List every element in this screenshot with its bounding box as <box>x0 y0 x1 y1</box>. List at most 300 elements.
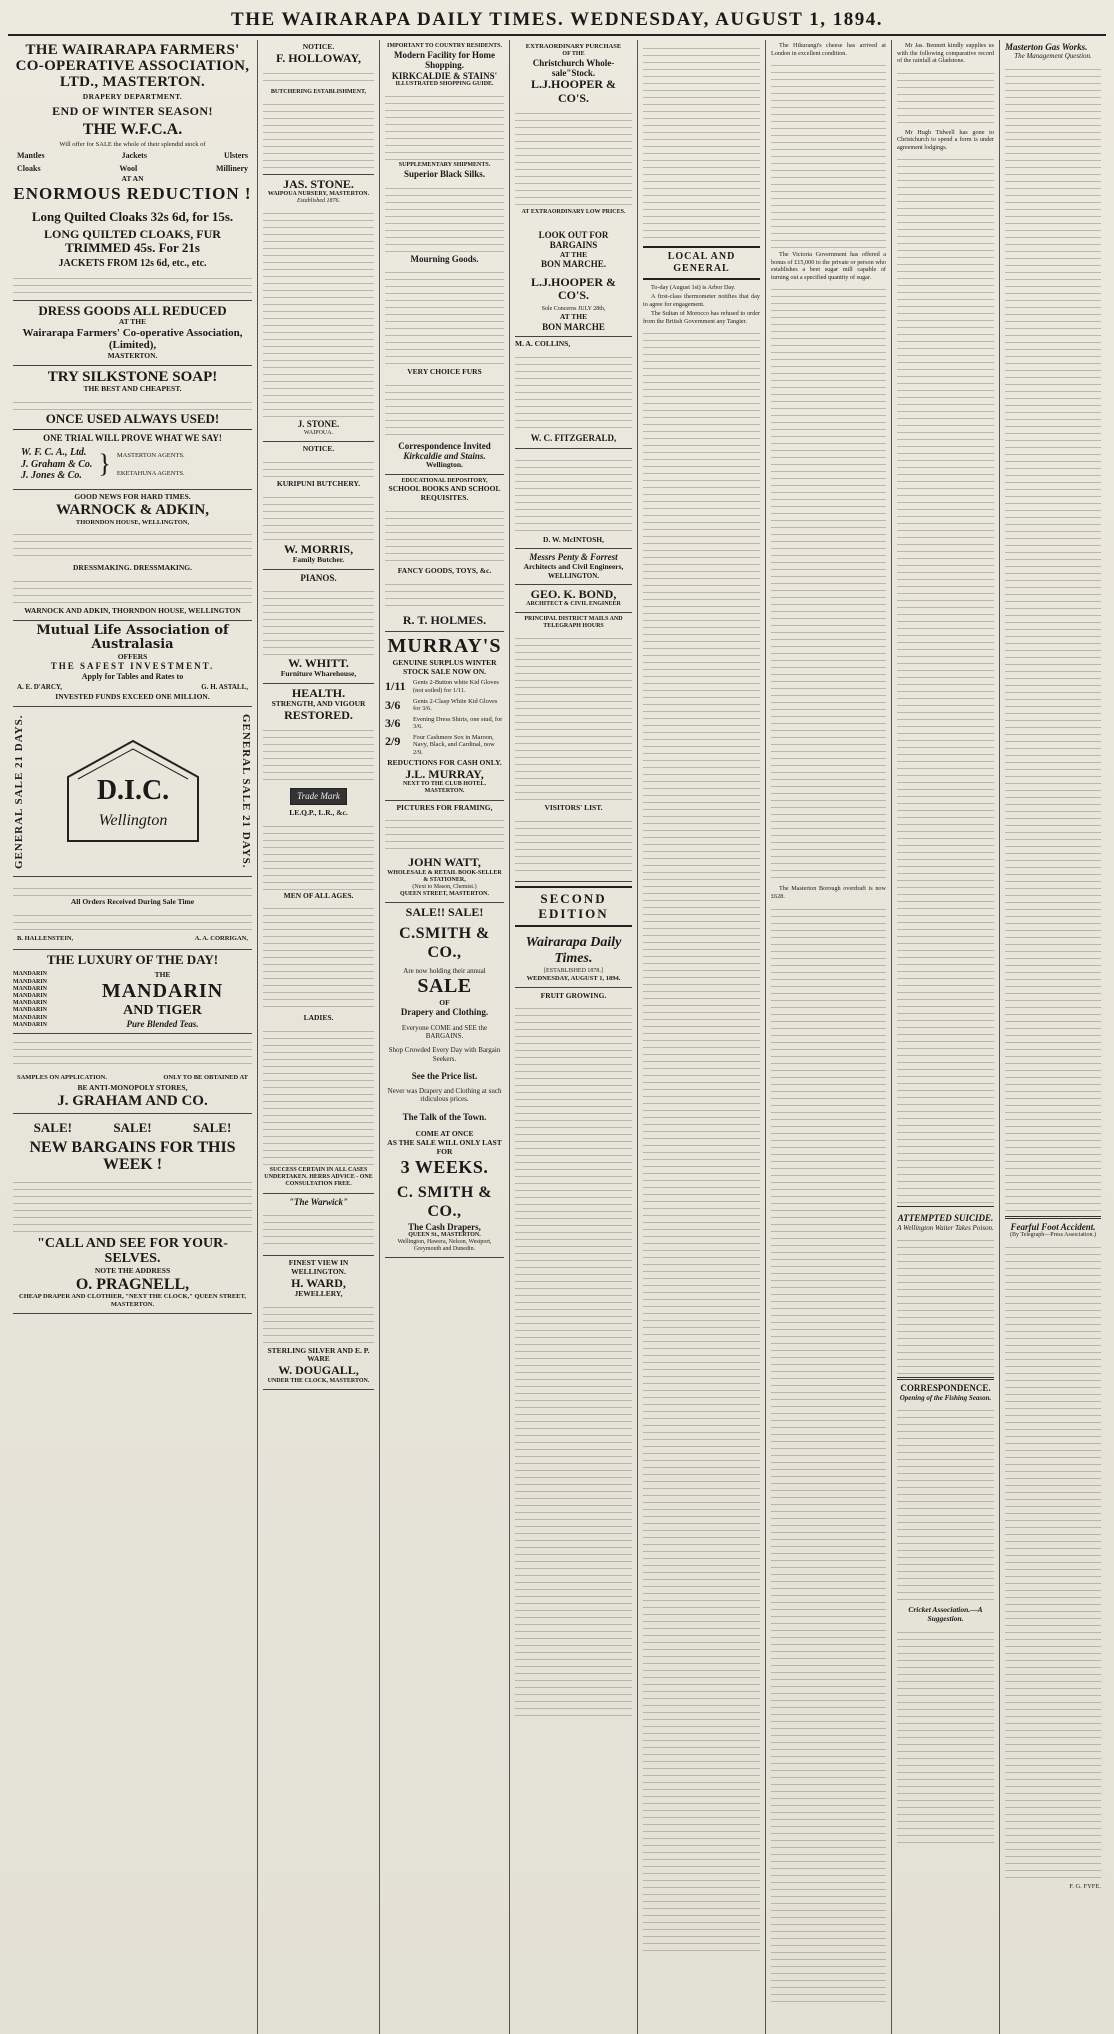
column-5 <box>638 40 766 2034</box>
price-desc: Gents 2-Clasp White Kid Gloves for 3/6. <box>413 697 498 713</box>
black-silks: Superior Black Silks. <box>403 169 486 180</box>
mourning: Mourning Goods. <box>410 253 479 264</box>
cash-drapers: The Cash Drapers, <box>408 1221 481 1232</box>
pictures: PICTURES FOR FRAMING, <box>396 802 493 812</box>
safest: THE SAFEST INVESTMENT. <box>50 661 215 672</box>
butchering: BUTCHERING ESTABLISHMENT, <box>270 89 367 96</box>
dougall: W. DOUGALL, <box>278 1363 359 1378</box>
jackets-price: JACKETS FROM 12s 6d, etc., etc. <box>58 258 207 270</box>
signature: F. G. FYFE. <box>1069 1883 1101 1891</box>
silkstone-title: TRY SILKSTONE SOAP! <box>47 368 218 385</box>
mandarin-ad <box>13 950 252 1115</box>
col6-para-2: The Victoria Government has offered a bonus of £15,000 to the private or person who establishes a beet sugar mill capable of turning out a specified quantity of sugar. <box>771 251 886 281</box>
invested-funds: INVESTED FUNDS EXCEED ONE MILLION. <box>55 692 210 702</box>
price-desc: Gents 2-Button white Kid Gloves (not soiled) for 1/11. <box>413 679 499 694</box>
col6-para-3: The Masterton Borough overdraft is now £628. <box>771 885 886 900</box>
mandarin-list-item: MANDARIN <box>13 985 47 992</box>
men-body <box>263 902 374 1012</box>
offers: OFFERS <box>117 651 148 661</box>
next-mason: (Next to Mason, Chemist.) <box>412 883 477 890</box>
at-the-2: AT THE <box>559 312 588 322</box>
local-para-1: To-day (August 1st) is Arbor Day. <box>651 283 736 291</box>
kuripuni-body-2 <box>263 491 374 541</box>
warwick-body <box>263 1209 374 1249</box>
hooper-body <box>515 107 632 207</box>
established: Established 1876. <box>297 198 340 205</box>
local-para-2: A first-class thermometer notifies that day to agree for engagement. <box>643 293 760 308</box>
local-general: LOCAL AND GENERAL <box>643 246 760 280</box>
local-para-3: The Sultan of Morocco has refused to order from the British Government any Tangier. <box>643 310 760 325</box>
management-question: The Management Question. <box>1014 52 1092 61</box>
mandarin-list <box>13 971 73 1029</box>
whitt: W. WHITT. <box>288 655 349 670</box>
kirkcaldie-body <box>385 90 504 160</box>
holloway-body <box>263 67 374 87</box>
correspondence: CORRESPONDENCE. <box>900 1383 991 1394</box>
talk-of-town: The Talk of the Town. <box>402 1111 487 1122</box>
wellington: Wellington. <box>426 460 463 470</box>
wfca: THE W.F.C.A. <box>82 121 183 139</box>
fearful-accident: Fearful Foot Accident. <box>1010 1221 1096 1232</box>
are-now: Are now holding their annual <box>403 966 486 975</box>
the-label: THE <box>154 970 171 980</box>
masterton-label: MASTERTON. <box>107 351 158 360</box>
col6-para-1: The Hikurangi's cheese has arrived at London in excellent condition. <box>771 42 886 57</box>
mails-ad <box>515 613 632 882</box>
kirkcaldie: KIRKCALDIE & STAINS' <box>391 70 498 81</box>
bond: GEO. K. BOND, <box>530 586 617 601</box>
warnock-ad <box>13 490 252 621</box>
dic-logo <box>58 737 208 847</box>
fruit-body <box>515 1002 632 1722</box>
orders-received: All Orders Received During Sale Time <box>70 897 195 907</box>
holmes-ad <box>385 475 504 632</box>
visitors-body <box>515 815 632 875</box>
architects-wellington: WELLINGTON. <box>547 571 600 580</box>
sale-sale: SALE!! SALE! <box>405 904 484 919</box>
fancy-body <box>385 578 504 612</box>
goods-cloaks: Cloaks <box>17 163 41 173</box>
illustrated: ILLUSTRATED SHOPPING GUIDE. <box>395 81 494 88</box>
column-1 <box>8 40 258 2034</box>
silkstone-ad <box>13 366 252 490</box>
wholesale: WHOLESALE & RETAIL BOOK-SELLER & STATIONER, <box>387 869 502 883</box>
divider <box>1005 1216 1101 1219</box>
general-sale-left <box>13 707 41 876</box>
column-6 <box>766 40 892 2034</box>
general-sale-label-right: GENERAL SALE <box>240 714 252 812</box>
morris: W. MORRIS, <box>283 541 354 556</box>
mandarin-list-item: MANDARIN <box>13 1014 47 1021</box>
important: IMPORTANT TO COUNTRY RESIDENTS. <box>387 43 502 49</box>
health-ad <box>263 684 374 1194</box>
agent-names <box>21 447 92 482</box>
col7-body-2 <box>897 153 994 1203</box>
crocus: VERY CHOICE FURS <box>407 366 482 376</box>
smith-ad <box>385 903 504 1258</box>
column-2 <box>258 40 380 2034</box>
days-label-right: 21 DAYS. <box>240 815 252 869</box>
mutual-life-ad <box>13 621 252 707</box>
samples: SAMPLES ON APPLICATION. <box>17 1074 107 1082</box>
lsqp: LE.Q.P., L.R., &c. <box>289 807 348 817</box>
architects-ad <box>515 549 632 584</box>
price: 1/11 <box>385 679 406 694</box>
stone-sig: J. STONE. <box>297 419 340 430</box>
mcintosh-body <box>515 454 632 534</box>
best-cheapest: THE BEST AND CHEAPEST. <box>83 384 182 394</box>
lsqp-body <box>263 820 374 890</box>
furniture: Furniture Wharehouse, <box>280 669 357 679</box>
cricket: Cricket Association.—A Suggestion. <box>908 1604 983 1623</box>
masthead: THE WAIRARAPA DAILY TIMES. WEDNESDAY, AUGUST 1, 1894. <box>8 6 1106 36</box>
mandarin-list-item: MANDARIN <box>13 978 47 985</box>
apply-tables: Apply for Tables and Rates to <box>81 671 184 681</box>
success: SUCCESS CERTAIN IN ALL CASES UNDERTAKEN. HERRS ADVICE - ONE CONSULTATION FREE. <box>264 1167 373 1188</box>
ladies-body <box>263 1025 374 1165</box>
holloway: F. HOLLOWAY, <box>275 50 362 65</box>
goods-ulsters: Ulsters <box>223 150 248 160</box>
trade-mark-logo: Trade Mark <box>290 788 347 805</box>
silkstone-body <box>13 396 252 410</box>
mandarin-list-item: MANDARIN <box>13 971 47 978</box>
opening-fishing: Opening of the Fishing Season. <box>899 1393 992 1402</box>
silks-body <box>385 182 504 252</box>
hooper-ad <box>515 40 632 337</box>
by-telegraph: (By Telegraph—Press Association.) <box>1010 1231 1096 1238</box>
corrigan: A. A. CORRIGAN, <box>194 935 248 943</box>
masterton-gas: Masterton Gas Works. <box>1005 42 1088 52</box>
enormous-reduction: ENORMOUS REDUCTION ! <box>13 184 252 204</box>
wdt-title: Wairarapa Daily Times. <box>525 934 622 967</box>
warnock-body-2 <box>13 575 252 605</box>
masterton-agents: MASTERTON AGENTS. <box>116 451 185 459</box>
agent-graham: J. Graham & Co. <box>21 458 93 470</box>
everyone: Everyone COME and SEE the BARGAINS. <box>401 1023 488 1041</box>
perry-forrest: Messrs Penty & Forrest <box>529 552 618 563</box>
kuripuni-ad <box>263 442 374 570</box>
thorndon-house: THORNDON HOUSE, WELLINGTON, <box>75 518 190 526</box>
supplement: SUPPLEMENTARY SHIPMENTS. <box>398 162 491 169</box>
pure-blended: Pure Blended Teas. <box>126 1018 199 1029</box>
col5-top-body <box>643 42 760 242</box>
hooper: L.J.HOOPER & CO'S. <box>530 77 616 105</box>
mandarin-list-item: MANDARIN <box>13 1007 47 1014</box>
watt-ad <box>385 801 504 903</box>
price-desc: Four Cashmere Sox in Maroon, Navy, Black, and Cardinal, now 2/9. <box>413 733 495 756</box>
opening-body <box>897 1404 994 1604</box>
farmers-ad <box>13 40 252 301</box>
sale-word: SALE <box>417 975 472 998</box>
waipoua-2: WAIPOUA. <box>303 429 334 436</box>
drapery-dept: DRAPERY DEPARTMENT. <box>82 92 183 102</box>
dic-text: D.I.C. <box>96 774 169 806</box>
mandarin-list-item: MANDARIN <box>13 1021 47 1028</box>
mandarin-list-item: MANDARIN <box>13 993 47 1000</box>
goods-row-2 <box>13 162 252 175</box>
anti-monopoly: BE ANTI-MONOPOLY STORES, <box>77 1083 188 1093</box>
dic-signatures <box>13 933 252 945</box>
never-was: Never was Drapery and Clothing at such ridiculous prices. <box>387 1087 502 1104</box>
cricket-body <box>897 1626 994 1846</box>
john-watt: JOHN WATT, <box>408 855 481 870</box>
pragnell-ad <box>13 1114 252 1313</box>
murrays-title: MURRAY'S <box>387 635 502 658</box>
goods-mantles: Mantles <box>17 150 45 160</box>
warwick: "The Warwick" <box>289 1196 348 1207</box>
hooper-2: L.J.HOOPER & CO'S. <box>530 274 616 302</box>
waipoua-nursery: WAIPOUA NURSERY, MASTERTON. <box>267 191 370 198</box>
farmers-title: THE WAIRARAPA FARMERS' CO-OPERATIVE ASSOCIATION, LTD., MASTERTON. <box>15 42 250 90</box>
mandarin-list-item: MANDARIN <box>13 1000 47 1007</box>
col7-body-1 <box>897 67 994 127</box>
warnock-title: WARNOCK & ADKIN, <box>56 502 209 519</box>
collins-body <box>515 351 632 431</box>
mcintosh-ad <box>515 449 632 550</box>
mails-body <box>515 632 632 802</box>
stone-body <box>263 207 374 417</box>
bond-ad <box>515 585 632 613</box>
smith-queen-st: QUEEN St., MASTERTON. <box>408 1231 481 1238</box>
collins-ad <box>515 337 632 448</box>
jas-stone: JAS. STONE. <box>283 177 354 192</box>
fruit-growing: FRUIT GROWING. <box>540 990 607 1000</box>
trimmed-price: TRIMMED 45s. For 21s <box>65 239 200 255</box>
goods-wool: Wool <box>119 163 138 173</box>
jl-murray: J.L. MURRAY, <box>405 767 484 782</box>
column-3 <box>380 40 510 2034</box>
of-the: OF THE <box>562 50 585 57</box>
holmes: R. T. HOLMES. <box>402 612 487 627</box>
notice: NOTICE. <box>302 42 335 51</box>
correspondence-invited: Correspondence Invited <box>398 440 491 451</box>
fitzgerald: W. C. FITZGERALD, <box>530 433 617 444</box>
warnock-body <box>13 528 252 562</box>
mandarin-block <box>13 967 252 1034</box>
eketahuna-agents: EKETAHUNA AGENTS. <box>116 469 185 477</box>
good-news: GOOD NEWS FOR HARD TIMES. <box>74 492 191 502</box>
pianos-body <box>263 585 374 655</box>
extraordinary-low: AT EXTRAORDINARY LOW PRICES. <box>521 208 626 215</box>
call-and-see: "CALL AND SEE FOR YOUR-SELVES. <box>37 1235 228 1267</box>
finest-view: FINEST VIEW IN WELLINGTON. <box>288 1257 349 1276</box>
price-line <box>385 734 504 757</box>
agent-wfca: W. F. C. A., Ltd. <box>21 446 87 458</box>
dressmaking: DRESSMAKING. DRESSMAKING. <box>73 563 192 573</box>
price-line <box>385 716 504 731</box>
dic-body <box>13 882 252 896</box>
bon-marche-2: BON MARCHE <box>542 322 605 333</box>
three-weeks: 3 WEEKS. <box>400 1156 489 1177</box>
column-4 <box>510 40 638 2034</box>
ward-body <box>263 1301 374 1345</box>
ward-ad <box>263 1256 374 1390</box>
butchering-body <box>263 98 374 168</box>
murrays-ad <box>385 632 504 800</box>
goods-jackets: Jackets <box>121 150 147 160</box>
watt-queen-street: QUEEN STREET, MASTERTON. <box>400 890 489 897</box>
strength: STRENGTH, AND VIGOUR <box>271 699 366 709</box>
ad-body-text <box>13 272 252 294</box>
mandarin-title <box>73 971 252 1029</box>
bargains-body <box>13 1176 252 1234</box>
accident-body <box>1005 1241 1101 1881</box>
health-body <box>263 724 374 784</box>
col7-para-1: Mr Jas. Bennett kindly supplies us with the following comparative record of the rainfall at Gladstone. <box>897 42 994 65</box>
warnock-footer: WARNOCK AND ADKIN, THORNDON HOUSE, WELLINGTON <box>24 606 241 616</box>
dress-goods: DRESS GOODS ALL REDUCED <box>38 302 227 318</box>
drapery-clothing: Drapery and Clothing. <box>400 1007 489 1018</box>
general-sale-label: GENERAL SALE <box>13 771 25 869</box>
hallenstein: B. HALLENSTEIN, <box>17 935 74 943</box>
christchurch: Christchurch Whole-sale"Stock. <box>532 57 615 79</box>
sole-concerns: Sole Concerns JULY 28th, <box>541 306 606 313</box>
col7-para-2: Mr Hugh Tidwell has gone to Christchurch to spend a form is under agreement lodgings. <box>897 128 994 151</box>
jewellery: JEWELLERY, <box>294 1288 343 1298</box>
sale-will: AS THE SALE WILL ONLY LAST FOR <box>387 1137 502 1156</box>
of-word: OF <box>439 997 450 1007</box>
visitors-list: VISITORS' LIST. <box>544 803 603 813</box>
agents-block <box>13 444 252 485</box>
column-7 <box>892 40 1000 2034</box>
long-quilted-fur: LONG QUILTED CLOAKS, FUR <box>44 226 221 241</box>
branches: Wellington, Hawera, Nelson, Westport, Greymouth and Dunedin. <box>397 1238 492 1253</box>
col6-body-2 <box>771 283 886 883</box>
agent-jones: J. Jones & Co. <box>21 470 82 482</box>
under-clock: UNDER THE CLOCK, MASTERTON. <box>267 1377 370 1384</box>
divider <box>897 1206 994 1207</box>
fancy-goods: FANCY GOODS, TOYS, &c. <box>397 566 492 576</box>
extraordinary: EXTRAORDINARY PURCHASE <box>525 43 622 50</box>
wdt-block <box>515 931 632 988</box>
family-butcher: Family Butcher. <box>292 554 345 564</box>
agent-towns <box>117 452 185 477</box>
smith-title: C.SMITH & CO., <box>399 925 490 961</box>
mutual-life-title: Mutual Life Association of Australasia <box>36 622 229 653</box>
new-bargains: NEW BARGAINS FOR THIS WEEK ! <box>29 1138 236 1174</box>
col6-body-1 <box>771 59 886 249</box>
once-used: ONCE USED ALWAYS USED! <box>45 411 220 427</box>
sterling: STERLING SILVER AND E. P. WARE <box>267 1345 370 1364</box>
brace-glyph: } <box>98 449 111 479</box>
price: 2/9 <box>385 733 401 748</box>
one-trial: ONE TRIAL WILL PROVE WHAT WE SAY! <box>43 433 222 444</box>
goods-millinery: Millinery <box>216 163 248 173</box>
mandarin-heading: MANDARIN <box>101 979 224 1002</box>
restored: RESTORED. <box>284 708 353 722</box>
kuripuni: KURIPUNI BUTCHERY. <box>276 478 361 488</box>
school-books: SCHOOL BOOKS AND SCHOOL REQUISITES. <box>388 484 501 503</box>
attempted-body <box>897 1234 994 1374</box>
notice-2: NOTICE. <box>302 443 335 453</box>
col5-body <box>643 327 760 1957</box>
columns <box>8 40 1106 2034</box>
crocus-body <box>385 379 504 439</box>
mandarin-body <box>13 1036 252 1070</box>
sale-1: SALE! <box>33 1120 72 1136</box>
pragnell: O. PRAGNELL, <box>75 1275 190 1293</box>
general-sale-right <box>224 707 252 876</box>
educational: EDUCATIONAL DEPOSITORY, <box>401 478 488 485</box>
at-the: AT THE <box>559 249 588 259</box>
architects: Architects and Civil Engineers, <box>523 561 624 571</box>
dic-ad <box>13 707 252 877</box>
dic-details <box>13 877 252 950</box>
smith-co: C. SMITH & CO., <box>396 1183 493 1220</box>
kirkcaldie-ad <box>385 40 504 475</box>
sale-2: SALE! <box>113 1120 152 1136</box>
gas-body <box>1005 63 1101 1213</box>
long-quilted: Long Quilted Cloaks 32s 6d, for 15s. <box>31 209 234 225</box>
pictures-body <box>385 814 504 854</box>
wdt-established: [ESTABLISHED 1878.] <box>544 967 603 974</box>
genuine-surplus: GENUINE SURPLUS WINTER STOCK SALE NOW ON. <box>392 657 497 676</box>
dress-goods-ad <box>13 301 252 366</box>
murray-masterton: MASTERTON. <box>424 788 465 795</box>
agent-astall: G. H. ASTALL, <box>201 683 248 692</box>
ladies: LADIES. <box>303 1013 334 1023</box>
second-edition: SECOND EDITION <box>515 886 632 927</box>
dic-center <box>41 707 224 876</box>
and-tiger: AND TIGER <box>123 1003 202 1019</box>
sale-3: SALE! <box>192 1120 232 1136</box>
come-once: COME AT ONCE <box>415 1129 474 1139</box>
men-all-ages: MEN OF ALL AGES. <box>283 890 354 900</box>
principal-mails: PRINCIPAL DISTRICT MAILS AND TELEGRAPH HOURS <box>524 616 623 630</box>
collins: M. A. COLLINS, <box>515 339 571 349</box>
next-club: NEXT TO THE CLUB HOTEL. <box>402 781 487 788</box>
shop-crowded: Shop Crowded Every Day with Bargain Seekers. <box>388 1046 501 1063</box>
see-price: See the Price list. <box>411 1070 478 1081</box>
wdt-date: WEDNESDAY, AUGUST 1, 1894. <box>526 974 621 982</box>
cheap-draper: CHEAP DRAPER AND CLOTHIER, "NEXT THE CLOCK," QUEEN STREET, MASTERTON. <box>19 1293 246 1308</box>
col6-body-3 <box>771 903 886 2003</box>
stone-ad <box>263 175 374 442</box>
wellington-script: Wellington <box>98 811 167 829</box>
price-desc: Evening Dress Shirts, one stud, for 3/6. <box>413 715 503 731</box>
at-the: AT THE <box>118 316 147 326</box>
look-out: LOOK OUT FOR BARGAINS <box>538 229 609 251</box>
price: 3/6 <box>385 715 401 730</box>
price-line <box>385 698 504 713</box>
holloway-ad <box>263 40 374 175</box>
agent-darcy: A. E. D'ARCY, <box>17 683 63 692</box>
days-label: 21 DAYS. <box>13 714 25 768</box>
wfca-limited: Wairarapa Farmers' Co-operative Association, (Limited), <box>22 326 243 352</box>
price-line <box>385 679 504 694</box>
dic-body-2 <box>13 909 252 931</box>
kuripuni-body-1 <box>263 456 374 478</box>
attempted-suicide: ATTEMPTED SUICIDE. <box>897 1213 994 1224</box>
attempted-sub: A Wellington Waiter Takes Poison. <box>897 1223 994 1232</box>
column-8 <box>1000 40 1106 2034</box>
divider <box>897 1377 994 1380</box>
mcintosh: D. W. McINTOSH, <box>543 534 604 544</box>
at-an: AT AN <box>121 174 144 184</box>
ward: H. WARD, <box>291 1275 346 1290</box>
pianos-ad <box>263 570 374 684</box>
bon-marche: BON MARCHE. <box>541 259 606 270</box>
divider <box>13 429 252 430</box>
mourning-body <box>385 266 504 366</box>
pianos: PIANOS. <box>300 572 337 583</box>
modern-facility: Modern Facility for Home Shopping. <box>393 50 496 71</box>
end-winter: END OF WINTER SEASON! <box>52 104 213 119</box>
reductions: REDUCTIONS FOR CASH ONLY. <box>387 758 502 768</box>
graham: J. GRAHAM AND CO. <box>57 1092 208 1109</box>
architect-civil: ARCHITECT & CIVIL ENGINEER <box>526 601 621 608</box>
warwick-ad <box>263 1194 374 1256</box>
